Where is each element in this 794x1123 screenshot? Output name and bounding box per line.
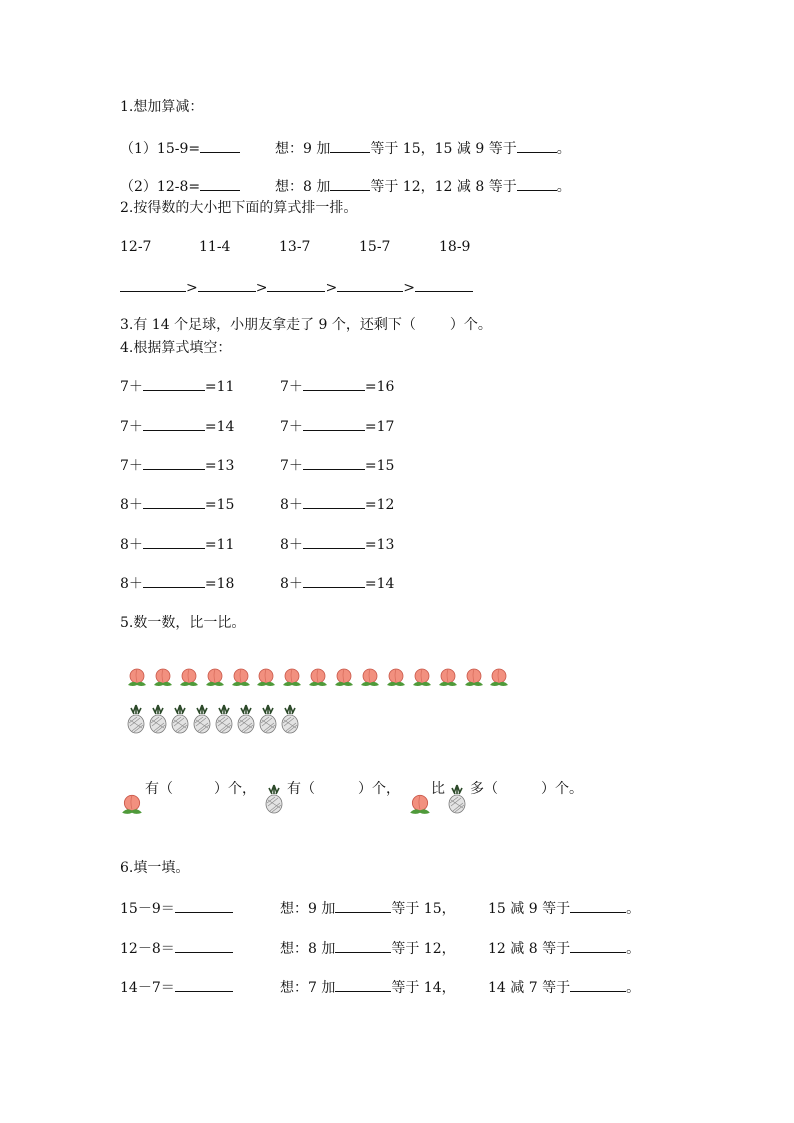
q1-row1-blank-answer[interactable] [200, 138, 240, 153]
q6-row-part [488, 977, 640, 997]
peach-icon [126, 666, 148, 688]
q2-expr-5: 18-9 [439, 239, 471, 255]
pineapple-icon [258, 704, 278, 734]
pineapple-icon [148, 704, 168, 734]
pineapple-icon [192, 704, 212, 734]
q1-row-1 [120, 138, 571, 158]
q1-row2-blank-sub[interactable] [517, 176, 557, 191]
q1-row2-end: 。 [556, 179, 571, 195]
q6-end: 。 [626, 901, 641, 917]
q4-item [280, 534, 394, 554]
q1-row2-prefix: （2）12-8= [120, 179, 201, 195]
peach-icon [120, 792, 144, 816]
q2-gt-4: > [403, 280, 415, 296]
q6-mid: 等于 14， [391, 980, 456, 996]
q4-blank[interactable] [143, 534, 205, 549]
q4-result: =15 [364, 458, 395, 474]
peach-icon [281, 666, 303, 688]
peach-icon [333, 666, 355, 688]
peach-icon [152, 666, 174, 688]
q1-row1-end: 。 [556, 141, 571, 157]
q6-add-blank[interactable] [335, 898, 391, 913]
q4-item [120, 573, 234, 593]
q2-blank-3[interactable] [267, 277, 325, 292]
peach-icon [437, 666, 459, 688]
q2-blank-2[interactable] [198, 277, 256, 292]
q6-think: 想：7 加 [280, 980, 336, 996]
peach-icon [178, 666, 200, 688]
q6-answer-blank[interactable] [175, 898, 233, 913]
q4-addend: 8＋ [280, 497, 303, 513]
peach-icon [204, 666, 226, 688]
q6-answer-blank[interactable] [175, 938, 233, 953]
q4-result: =17 [364, 419, 395, 435]
q6-row-part [280, 938, 456, 958]
q4-blank[interactable] [143, 573, 205, 588]
q5-s6: 多（ [470, 781, 498, 797]
peach-icon [359, 666, 381, 688]
q4-item [280, 455, 394, 475]
q4-blank[interactable] [143, 376, 205, 391]
pineapple-icon [280, 704, 300, 734]
q6-mid: 等于 12， [391, 941, 456, 957]
q4-item [120, 534, 234, 554]
q6-sub-blank[interactable] [570, 938, 626, 953]
q2-expr-3: 13-7 [279, 239, 311, 255]
peach-icon [411, 666, 433, 688]
q1-row2-blank-add[interactable] [330, 176, 370, 191]
q6-equation: 12－8＝ [120, 941, 175, 957]
q2-expr-2: 11-4 [199, 239, 231, 255]
q6-end: 。 [626, 941, 641, 957]
q4-result: =14 [364, 576, 395, 592]
q5-s4: ）个， [358, 781, 400, 797]
q4-blank[interactable] [143, 416, 205, 431]
peach-icon [488, 666, 510, 688]
q2-expr-1: 12-7 [120, 239, 152, 255]
q4-addend: 8＋ [120, 576, 143, 592]
q4-addend: 7＋ [120, 379, 143, 395]
q4-addend: 8＋ [120, 537, 143, 553]
q1-title: 1.想加算减： [120, 99, 204, 115]
q2-title: 2.按得数的大小把下面的算式排一排。 [120, 200, 358, 216]
q6-sub-blank[interactable] [570, 977, 626, 992]
q3-pre: 3.有 14 个足球，小朋友拿走了 9 个，还剩下（ [120, 317, 416, 333]
q4-addend: 7＋ [280, 458, 303, 474]
q6-think: 想：8 加 [280, 941, 336, 957]
q6-row-part [488, 898, 640, 918]
pineapple-row [126, 704, 302, 734]
pineapple-icon [126, 704, 146, 734]
q5-s2: ）个， [214, 781, 256, 797]
q4-item [280, 573, 394, 593]
q4-item [120, 416, 234, 436]
peach-icon [385, 666, 407, 688]
q2-gt-2: > [255, 280, 268, 296]
q6-row-part [120, 977, 233, 997]
q6-row-part [120, 898, 233, 918]
q2-blank-4[interactable] [337, 277, 403, 292]
q1-row1-blank-sub[interactable] [517, 138, 557, 153]
q6-row-part [120, 938, 233, 958]
q6-sub: 12 减 8 等于 [488, 941, 571, 957]
q1-row1-think: 想：9 加 [275, 141, 331, 157]
q4-blank[interactable] [303, 573, 365, 588]
q6-row-part [280, 898, 456, 918]
peach-icon [307, 666, 329, 688]
q4-item [120, 376, 234, 396]
q4-blank[interactable] [143, 494, 205, 509]
q4-result: =11 [204, 537, 235, 553]
q4-item [120, 455, 234, 475]
q4-item [120, 494, 234, 514]
q6-sub: 14 减 7 等于 [488, 980, 571, 996]
q4-addend: 8＋ [120, 497, 143, 513]
q4-blank[interactable] [303, 416, 365, 431]
q3-line [120, 316, 492, 334]
q4-result: =13 [204, 458, 235, 474]
q4-result: =14 [204, 419, 235, 435]
q6-equation: 15－9＝ [120, 901, 175, 917]
q5-title: 5.数一数，比一比。 [120, 615, 246, 631]
q2-expr-4: 15-7 [359, 239, 391, 255]
q4-result: =16 [364, 379, 395, 395]
pineapple-icon [214, 704, 234, 734]
q2-blank-1[interactable] [120, 277, 186, 292]
q1-row2-think: 想：8 加 [275, 179, 331, 195]
q4-blank[interactable] [303, 494, 365, 509]
q1-row1-blank-add[interactable] [330, 138, 370, 153]
q4-addend: 8＋ [280, 537, 303, 553]
q6-sub-blank[interactable] [570, 898, 626, 913]
q4-item [280, 494, 394, 514]
q1-row1-prefix: （1）15-9= [120, 141, 201, 157]
peach-icon [463, 666, 485, 688]
q6-add-blank[interactable] [335, 977, 391, 992]
q6-end: 。 [626, 980, 641, 996]
q4-result: =11 [204, 379, 235, 395]
q6-add-blank[interactable] [335, 938, 391, 953]
q2-gt-1: > [186, 280, 198, 296]
q4-result: =15 [204, 497, 235, 513]
q3-post: ）个。 [449, 317, 492, 333]
peach-icon [230, 666, 252, 688]
q4-blank[interactable] [303, 376, 365, 391]
q4-addend: 8＋ [280, 576, 303, 592]
q4-blank[interactable] [303, 455, 365, 470]
q5-s1: 有（ [145, 781, 173, 797]
pineapple-icon [170, 704, 190, 734]
q4-result: =12 [364, 497, 395, 513]
pineapple-icon [264, 784, 284, 814]
q2-blank-5[interactable] [415, 277, 473, 292]
q4-result: =18 [204, 576, 235, 592]
q6-mid: 等于 15， [391, 901, 456, 917]
q4-result: =13 [364, 537, 395, 553]
q2-gt-3: > [325, 280, 338, 296]
q5-s5: 比 [431, 781, 445, 797]
q6-equation: 14－7＝ [120, 980, 175, 996]
q6-title: 6.填一填。 [120, 860, 190, 876]
q1-row2-mid: 等于 12，12 减 8 等于 [370, 179, 517, 195]
q4-addend: 7＋ [120, 458, 143, 474]
q4-item [280, 376, 394, 396]
q6-row-part [280, 977, 456, 997]
q1-row2-blank-answer[interactable] [200, 176, 240, 191]
q6-answer-blank[interactable] [175, 977, 233, 992]
q1-row1-mid: 等于 15，15 减 9 等于 [370, 141, 517, 157]
q4-item [280, 416, 394, 436]
q4-addend: 7＋ [120, 419, 143, 435]
q4-addend: 7＋ [280, 419, 303, 435]
q1-row-2 [120, 176, 571, 196]
q4-addend: 7＋ [280, 379, 303, 395]
pineapple-icon [447, 784, 467, 814]
q4-blank[interactable] [303, 534, 365, 549]
q5-s3: 有（ [287, 781, 315, 797]
q5-s7: ）个。 [541, 781, 583, 797]
q4-blank[interactable] [143, 455, 205, 470]
q2-order-line [120, 277, 473, 297]
q4-title: 4.根据算式填空： [120, 340, 232, 356]
peach-icon [255, 666, 277, 688]
peach-icon [408, 792, 432, 816]
peach-row [126, 666, 514, 688]
pineapple-icon [236, 704, 256, 734]
q6-think: 想：9 加 [280, 901, 336, 917]
q6-sub: 15 减 9 等于 [488, 901, 571, 917]
q6-row-part [488, 938, 640, 958]
